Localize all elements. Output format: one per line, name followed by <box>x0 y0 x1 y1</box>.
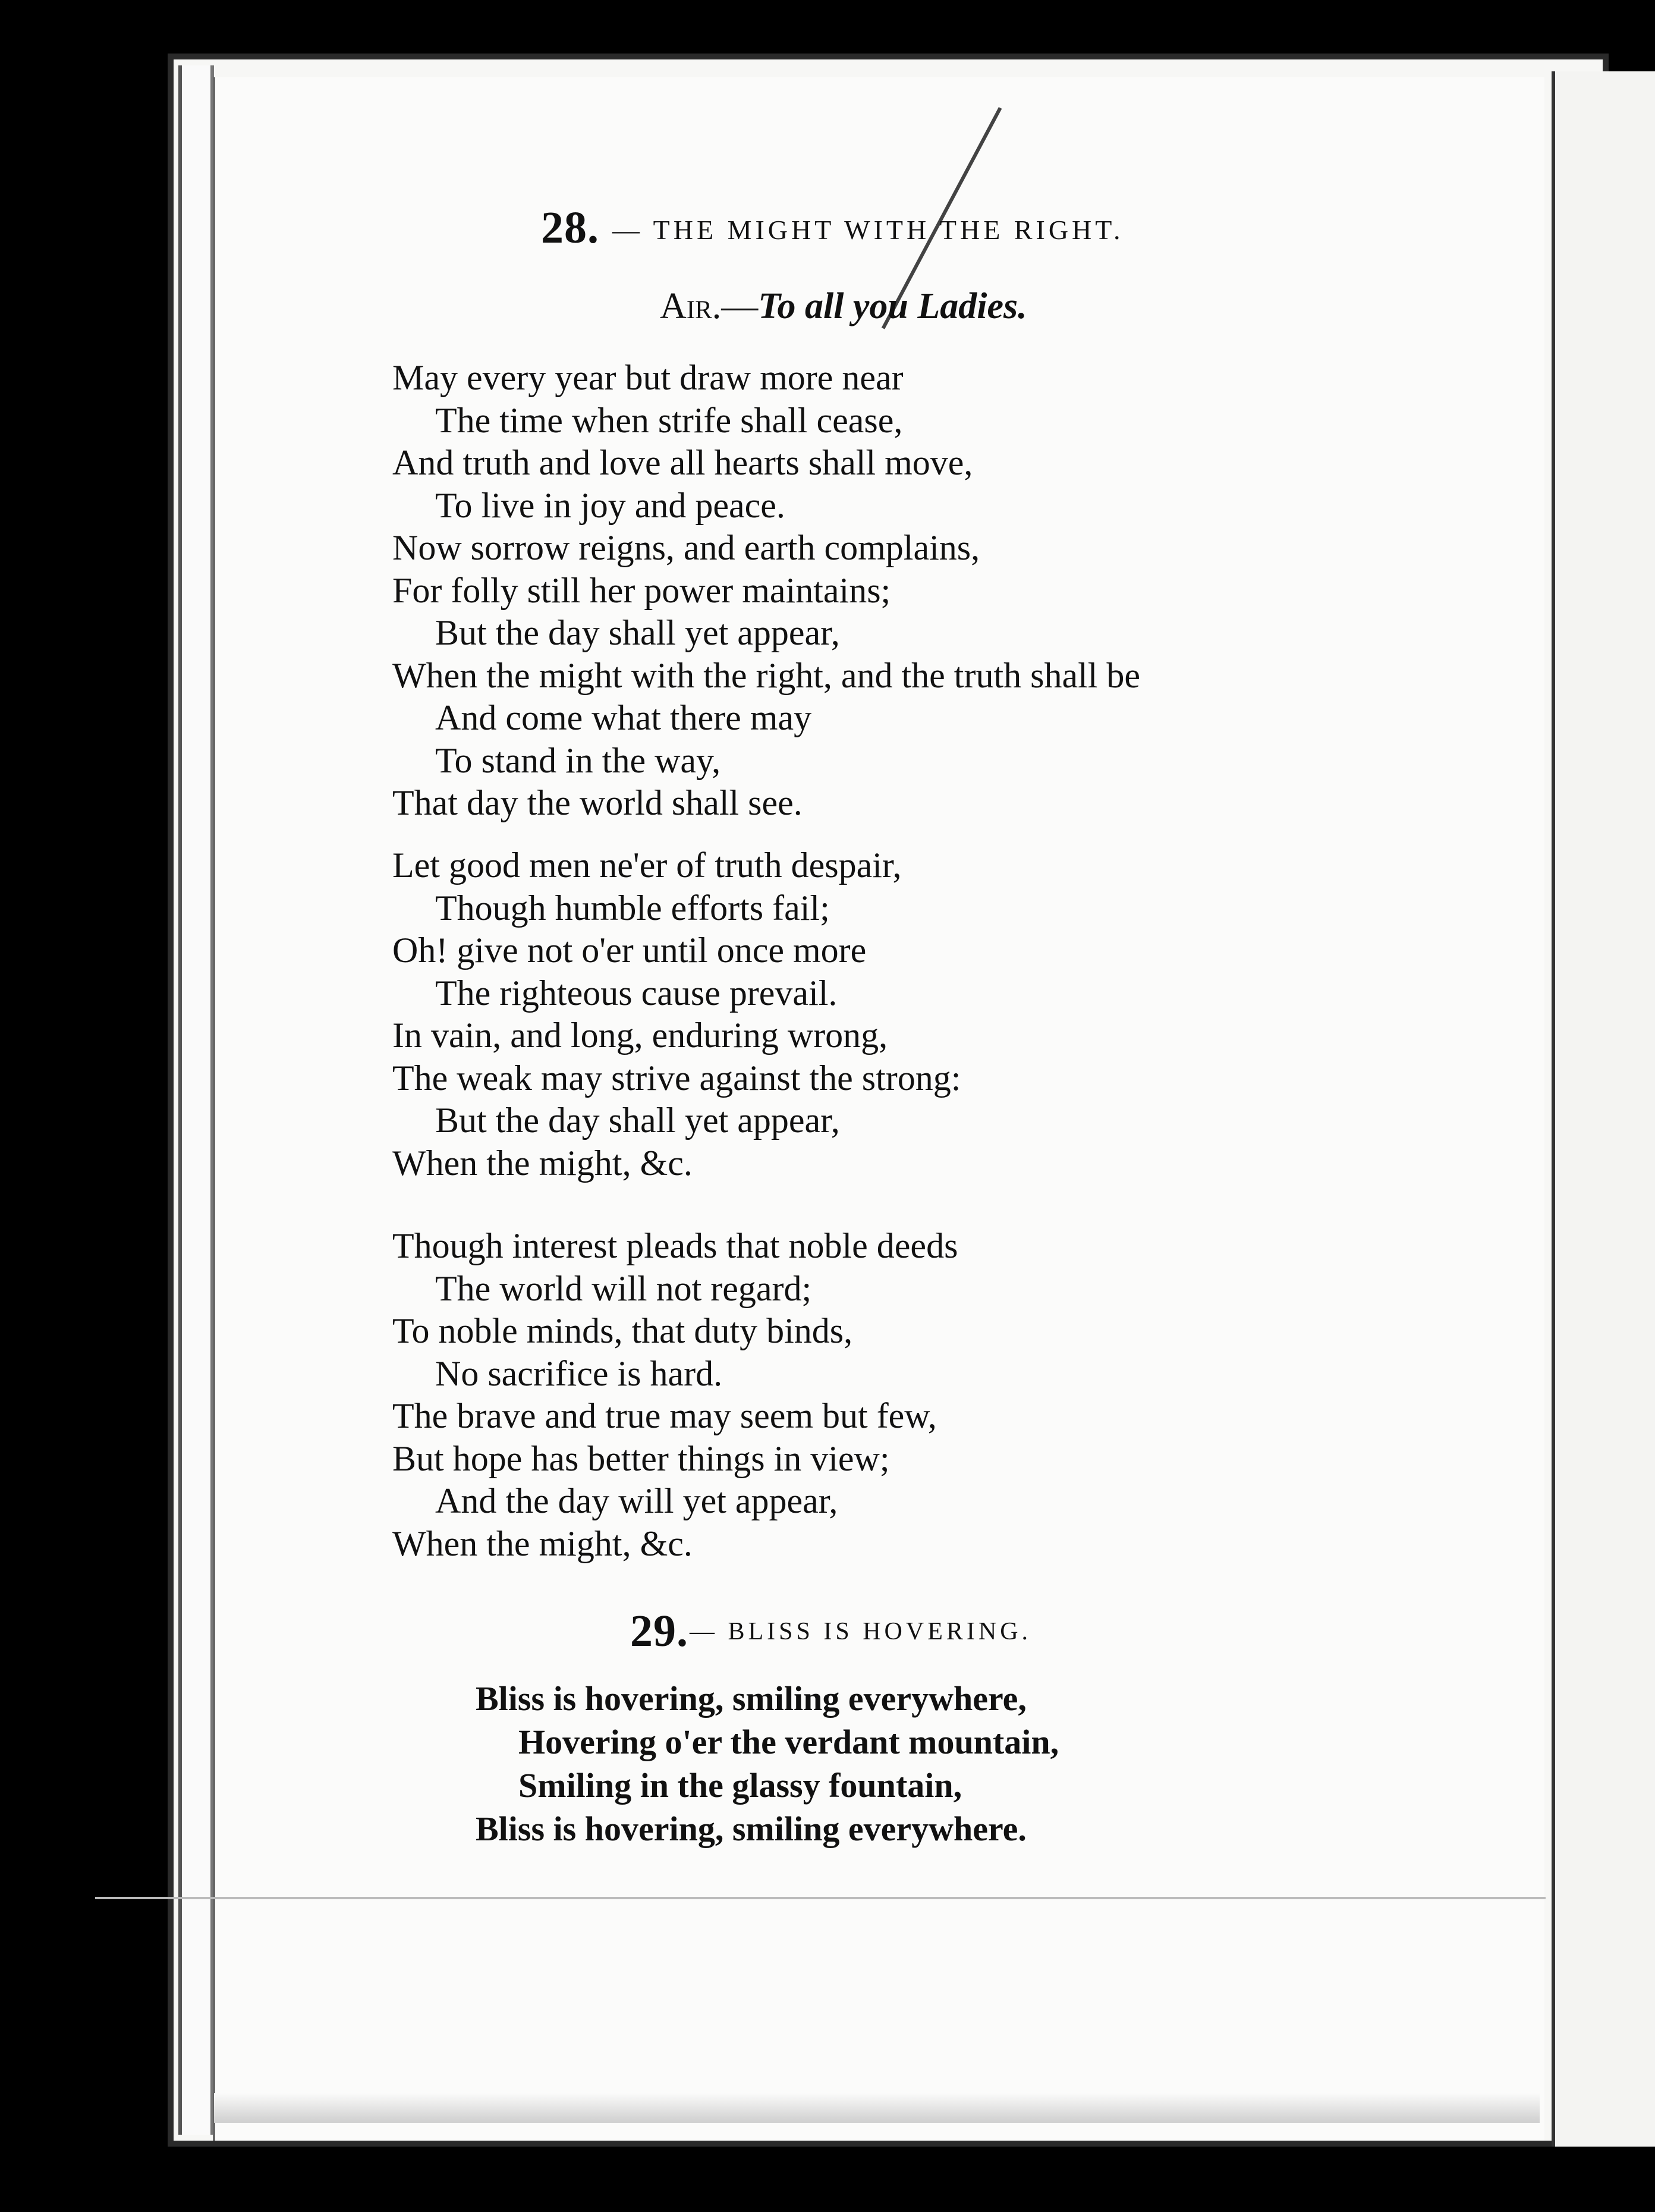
song-29-title: BLISS IS HOVERING. <box>728 1618 1032 1645</box>
verse-line: Hovering o'er the verdant mountain, <box>518 1723 1059 1761</box>
verse-line: Bliss is hovering, smiling everywhere, <box>476 1679 1027 1718</box>
song-28-air <box>660 285 1027 328</box>
air-label: Air. <box>660 286 722 326</box>
verse-line: The time when strife shall cease, <box>435 400 903 440</box>
verse-line: When the might with the right, and the truth shall be <box>392 655 1141 695</box>
verse-line: But the day shall yet appear, <box>435 613 840 652</box>
verse-line: Oh! give not o'er until once more <box>392 931 867 970</box>
verse-line: To noble minds, that duty binds, <box>392 1311 853 1350</box>
air-dash: — <box>721 286 759 326</box>
verse-line: Though humble efforts fail; <box>435 888 830 928</box>
verse-line: Bliss is hovering, smiling everywhere. <box>476 1809 1027 1848</box>
verse-line: And the day will yet appear, <box>435 1481 838 1520</box>
verse-line: The righteous cause prevail. <box>435 973 838 1013</box>
facing-page-edge <box>1552 71 1655 2147</box>
page-fold-line <box>95 1897 1546 1899</box>
verse-line: The brave and true may seem but few, <box>392 1396 937 1435</box>
verse-line: When the might, &c. <box>392 1523 693 1563</box>
verse-line: But hope has better things in view; <box>392 1438 890 1478</box>
verse-line: In vain, and long, enduring wrong, <box>392 1016 888 1055</box>
verse-line: Let good men ne'er of truth despair, <box>392 846 902 885</box>
verse-line: When the might, &c. <box>392 1143 693 1183</box>
song-29-verse <box>476 1677 1059 1850</box>
verse-line: May every year but draw more near <box>392 358 904 397</box>
verse-line: And come what there may <box>435 698 812 737</box>
verse-line: Smiling in the glassy fountain, <box>518 1766 962 1805</box>
verse-line: Now sorrow reigns, and earth complains, <box>392 528 980 567</box>
song-28-verse-3 <box>392 1225 958 1565</box>
song-28-dash: — <box>612 215 643 245</box>
verse-line: The weak may strive against the strong: <box>392 1058 961 1098</box>
verse-line: The world will not regard; <box>435 1268 812 1308</box>
song-29-heading <box>690 1617 1031 1646</box>
song-28-number: 28. <box>541 203 599 253</box>
verse-line: To live in joy and peace. <box>435 485 785 525</box>
song-29-number: 29. <box>630 1606 688 1656</box>
verse-line: That day the world shall see. <box>392 783 803 822</box>
verse-line: And truth and love all hearts shall move, <box>392 443 973 482</box>
verse-line: No sacrifice is hard. <box>435 1353 723 1393</box>
verse-line: Though interest pleads that noble deeds <box>392 1226 958 1265</box>
verse-line: But the day shall yet appear, <box>435 1101 840 1140</box>
song-28-verse-1 <box>392 357 1140 825</box>
song-29-dash: — <box>690 1618 718 1645</box>
song-28-title: THE MIGHT WITH THE RIGHT. <box>653 215 1124 245</box>
bottom-smudge <box>214 2093 1540 2123</box>
air-tune: To all you Ladies. <box>758 286 1027 326</box>
verse-line: For folly still her power maintains; <box>392 570 891 610</box>
page-edges <box>178 65 214 2135</box>
verse-line: To stand in the way, <box>435 740 721 780</box>
song-28-heading <box>612 214 1124 246</box>
song-28-verse-2 <box>392 844 961 1184</box>
